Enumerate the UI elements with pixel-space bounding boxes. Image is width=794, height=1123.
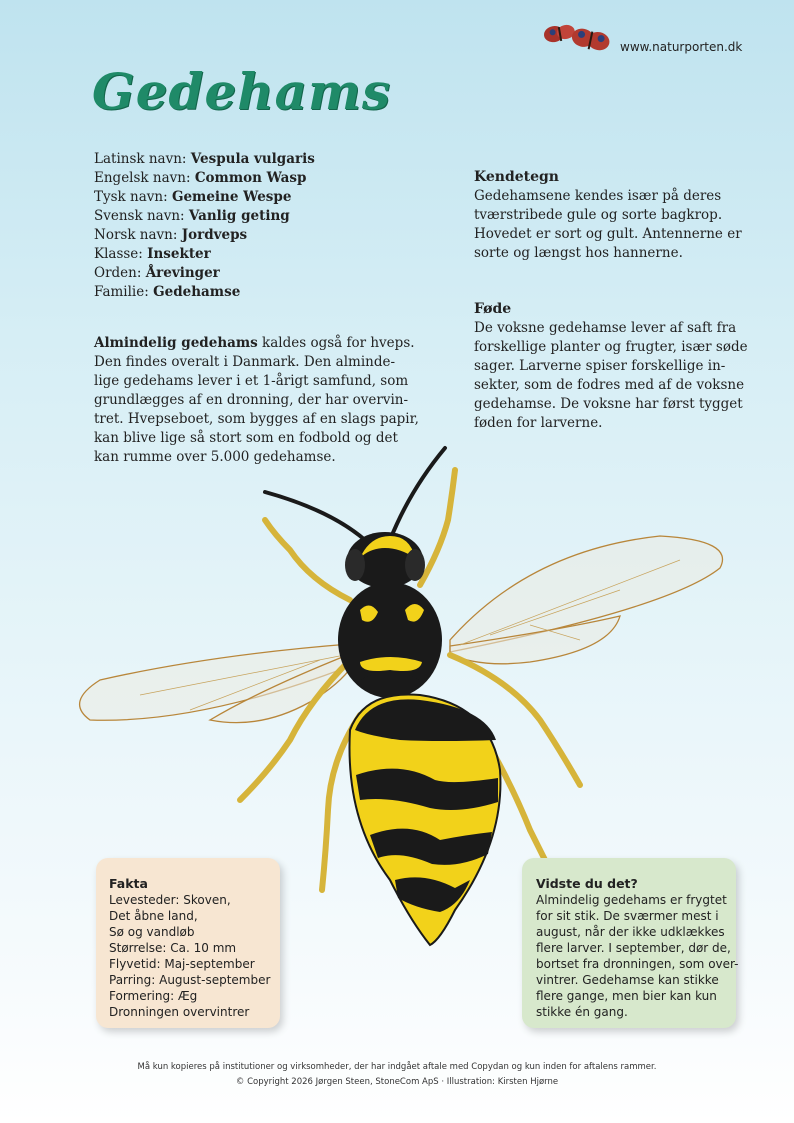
fode-line: sager. Larverne spiser forskellige in- xyxy=(474,358,726,374)
footer-copyright-notice: Må kun kopieres på institutioner og virksomheder, der har indgået aftale med Copydan og kun inden for aftalens rammer. xyxy=(137,1062,657,1072)
intro-bold: Almindelig gedehams xyxy=(94,335,258,351)
butterfly-logo-icon xyxy=(538,18,616,58)
name-row xyxy=(94,207,315,226)
fode-body xyxy=(474,319,748,433)
fakta-line: Sø og vandløb xyxy=(109,925,195,939)
vidste-line: stikke én gang. xyxy=(536,1005,628,1019)
kendetegn-section xyxy=(474,168,744,263)
fode-line: føden for larverne. xyxy=(474,415,603,431)
name-label: Orden: xyxy=(94,265,146,281)
names-list xyxy=(94,150,315,302)
vidste-line: flere larver. I september, dør de, xyxy=(536,941,731,955)
name-row xyxy=(94,150,315,169)
name-row xyxy=(94,283,315,302)
name-row xyxy=(94,188,315,207)
fakta-box xyxy=(96,858,280,1028)
fakta-heading: Fakta xyxy=(109,876,148,891)
vidste-line: flere gange, men bier kan kun xyxy=(536,989,717,1003)
intro-line: Den findes overalt i Danmark. Den alminde- xyxy=(94,354,396,370)
name-label: Svensk navn: xyxy=(94,208,189,224)
name-row xyxy=(94,245,315,264)
vidste-heading: Vidste du det? xyxy=(536,876,638,891)
fakta-line: Levesteder: Skoven, xyxy=(109,893,231,907)
intro-line-text: kaldes også for hveps. xyxy=(257,335,415,351)
intro-line: kan rumme over 5.000 gedehamse. xyxy=(94,449,336,465)
name-value: Vanlig geting xyxy=(188,208,290,224)
name-value: Common Wasp xyxy=(194,170,307,186)
name-label: Engelsk navn: xyxy=(94,170,195,186)
footer xyxy=(0,1060,794,1090)
name-value: Jordveps xyxy=(181,227,248,243)
name-label: Norsk navn: xyxy=(94,227,182,243)
vidste-line: for sit stik. De sværmer mest i xyxy=(536,909,719,923)
vidste-line: vintrer. Gedehamse kan stikke xyxy=(536,973,719,987)
intro-line: lige gedehams lever i et 1-årigt samfund, som xyxy=(94,373,409,389)
name-value: Årevinger xyxy=(145,265,220,281)
name-label: Familie: xyxy=(94,284,154,300)
kendetegn-line: Gedehamsene kendes især på deres xyxy=(474,188,722,204)
website-url[interactable]: www.naturporten.dk xyxy=(620,40,743,54)
kendetegn-line: sorte og længst hos hannerne. xyxy=(474,245,683,261)
fode-line: De voksne gedehamse lever af saft fra xyxy=(474,320,737,336)
fakta-line: Størrelse: Ca. 10 mm xyxy=(109,941,237,955)
name-label: Latinsk navn: xyxy=(94,151,191,167)
name-value: Vespula vulgaris xyxy=(190,151,315,167)
fakta-body xyxy=(109,892,280,1020)
fode-section xyxy=(474,300,748,433)
fode-line: sekter, som de fodres med af de voksne xyxy=(474,377,745,393)
footer-credits: © Copyright 2026 Jørgen Steen, StoneCom ApS · Illustration: Kirsten Hjørne xyxy=(235,1077,559,1087)
kendetegn-line: Hovedet er sort og gult. Antennerne er xyxy=(474,226,742,242)
name-value: Insekter xyxy=(147,246,211,262)
fakta-line: Parring: August-september xyxy=(109,973,271,987)
vidste-line: Almindelig gedehams er frygtet xyxy=(536,893,727,907)
kendetegn-heading: Kendetegn xyxy=(474,169,559,185)
name-value: Gemeine Wespe xyxy=(171,189,292,205)
vidste-body xyxy=(536,892,739,1020)
name-label: Klasse: xyxy=(94,246,148,262)
kendetegn-line: tværstribede gule og sorte bagkrop. xyxy=(474,207,723,223)
name-row xyxy=(94,226,315,245)
intro-line: kan blive lige så stort som en fodbold og det xyxy=(94,430,398,446)
intro-line: grundlægges af en dronning, der har overvin- xyxy=(94,392,409,408)
name-row xyxy=(94,264,315,283)
fode-line: forskellige planter og frugter, især søde xyxy=(474,339,748,355)
name-row xyxy=(94,169,315,188)
fakta-line: Flyvetid: Maj-september xyxy=(109,957,255,971)
intro-line xyxy=(94,334,414,353)
fode-heading: Føde xyxy=(474,301,512,317)
vidste-line: bortset fra dronningen, som over- xyxy=(536,957,739,971)
vidste-du-det-box xyxy=(522,858,739,1028)
name-value: Gedehamse xyxy=(153,284,241,300)
page-title: Gedehams xyxy=(92,62,392,121)
fode-line: gedehamse. De voksne har først tygget xyxy=(474,396,743,412)
kendetegn-body xyxy=(474,187,744,263)
fakta-line: Formering: Æg xyxy=(109,989,198,1003)
vidste-line: august, når der ikke udklækkes xyxy=(536,925,725,939)
name-label: Tysk navn: xyxy=(94,189,172,205)
intro-line: tret. Hvepseboet, som bygges af en slags papir, xyxy=(94,411,419,427)
fakta-line: Det åbne land, xyxy=(109,909,198,923)
fakta-line: Dronningen overvintrer xyxy=(109,1005,250,1019)
